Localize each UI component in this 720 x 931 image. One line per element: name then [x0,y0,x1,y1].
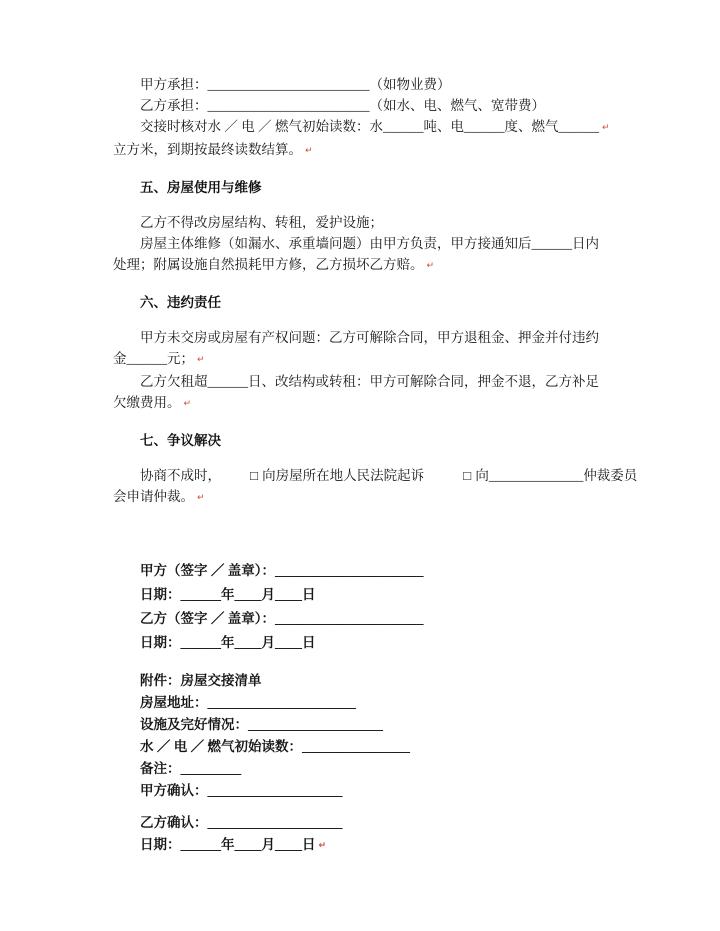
checkbox-court[interactable]: □ [250,468,259,483]
breach-party-b-line-2 [113,392,610,415]
section-use-heading: 五、房屋使用与维修 [140,180,262,195]
breach-party-b-text-1: 乙方欠租超______日、改结构或转租：甲方可解除合同，押金不退，乙方补足 [140,374,599,389]
section-breach-heading: 六、违约责任 [140,295,221,310]
party-b-date-text: 日期：______年____月____日 [140,635,316,650]
breach-party-b-line-1 [113,371,610,392]
party-b-signature-text: 乙方（签字 ／ 盖章）：______________________ [140,611,424,626]
breach-party-a-line-2 [113,348,610,371]
party-a-date-line [113,583,610,607]
section-dispute-heading: 七、争议解决 [140,433,221,448]
meter-reading-text-1: 交接时核对水 ／ 电 ／ 燃气初始读数：水______吨、电______度、燃气______ [140,119,599,134]
attachment-remarks-line [113,758,610,780]
dispute-wrap-text: 会申请仲裁。 [113,489,194,504]
dispute-lead-text: 协商不成时， [140,468,221,483]
meter-reading-line-2 [113,139,610,162]
paragraph-mark-icon: ↵ [426,261,435,271]
party-a-signature-text: 甲方（签字 ／ 盖章）：______________________ [140,563,424,578]
attachment-party-a-confirm-line [113,780,610,802]
attachment-date-line [113,834,610,857]
breach-party-a-line-1 [113,327,610,348]
party-a-expense-text: 甲方承担：________________________（如物业费） [140,77,451,92]
attachment-facilities-line [113,714,610,736]
breach-party-a-text-2: 金______元； [113,351,194,366]
attachment-party-b-confirm-line [113,812,610,834]
attachment-meters-line [113,736,610,758]
use-rule-text: 乙方不得改房屋结构、转租，爱护设施； [140,215,383,230]
party-a-date-text: 日期：______年____月____日 [140,587,316,602]
party-b-date-line [113,631,610,655]
maintenance-text-2: 处理；附属设施自然损耗甲方修，乙方损坏乙方赔。 [113,257,424,272]
attachment-meters-text: 水 ／ 电 ／ 燃气初始读数：________________ [140,739,410,754]
paragraph-mark-icon: ↵ [183,399,192,409]
maintenance-text-1: 房屋主体维修（如漏水、承重墙问题）由甲方负责，甲方接通知后______日内 [140,236,599,251]
maintenance-line-1 [113,233,610,254]
dispute-option-arbitration-prefix-text: 向 [475,468,489,483]
maintenance-line-2 [113,254,610,277]
meter-reading-line-1 [113,116,610,139]
attachment-remarks-text: 备注：_________ [140,761,242,776]
breach-party-b-text-2: 欠缴费用。 [113,395,181,410]
paragraph-mark-icon: ↵ [197,355,205,365]
attachment-block [113,670,610,857]
breach-party-a-text-1: 甲方未交房或房屋有产权问题：乙方可解除合同，甲方退租金、押金并付违约 [140,330,599,345]
paragraph-mark-icon: ↵ [197,493,205,503]
paragraph-mark-icon: ↵ [305,146,313,156]
dispute-options-line [113,465,638,486]
attachment-address-line [113,692,610,714]
checkbox-arbitration[interactable]: □ [463,468,472,483]
signature-block [113,559,610,655]
dispute-option-court-text: 向房屋所在地人民法院起诉 [262,468,425,483]
attachment-title-line [113,670,610,692]
arbitration-committee-blank: ______________ [488,468,584,483]
attachment-date-text: 日期：______年____月____日 [140,837,316,852]
paragraph-mark-icon: ↵ [602,123,610,133]
dispute-wrap-line [113,486,610,509]
attachment-party-b-confirm-text: 乙方确认：____________________ [140,815,343,830]
use-rule-line [113,212,610,233]
meter-reading-text-2: 立方米，到期按最终读数结算。 [113,142,302,157]
party-b-expense-line [113,95,610,116]
attachment-party-a-confirm-text: 甲方确认：____________________ [140,783,343,798]
party-a-expense-line [113,74,610,95]
dispute-option-arbitration-suffix-text: 仲裁委员 [583,468,638,483]
paragraph-mark-icon: ↵ [318,841,327,851]
party-b-signature-line [113,607,610,631]
attachment-address-text: 房屋地址：______________________ [140,695,356,710]
party-b-expense-text: 乙方承担：________________________（如水、电、燃气、宽带费） [140,98,545,113]
attachment-title-text: 附件：房屋交接清单 [140,673,262,688]
attachment-facilities-text: 设施及完好情况：____________________ [140,717,383,732]
party-a-signature-line [113,559,610,583]
